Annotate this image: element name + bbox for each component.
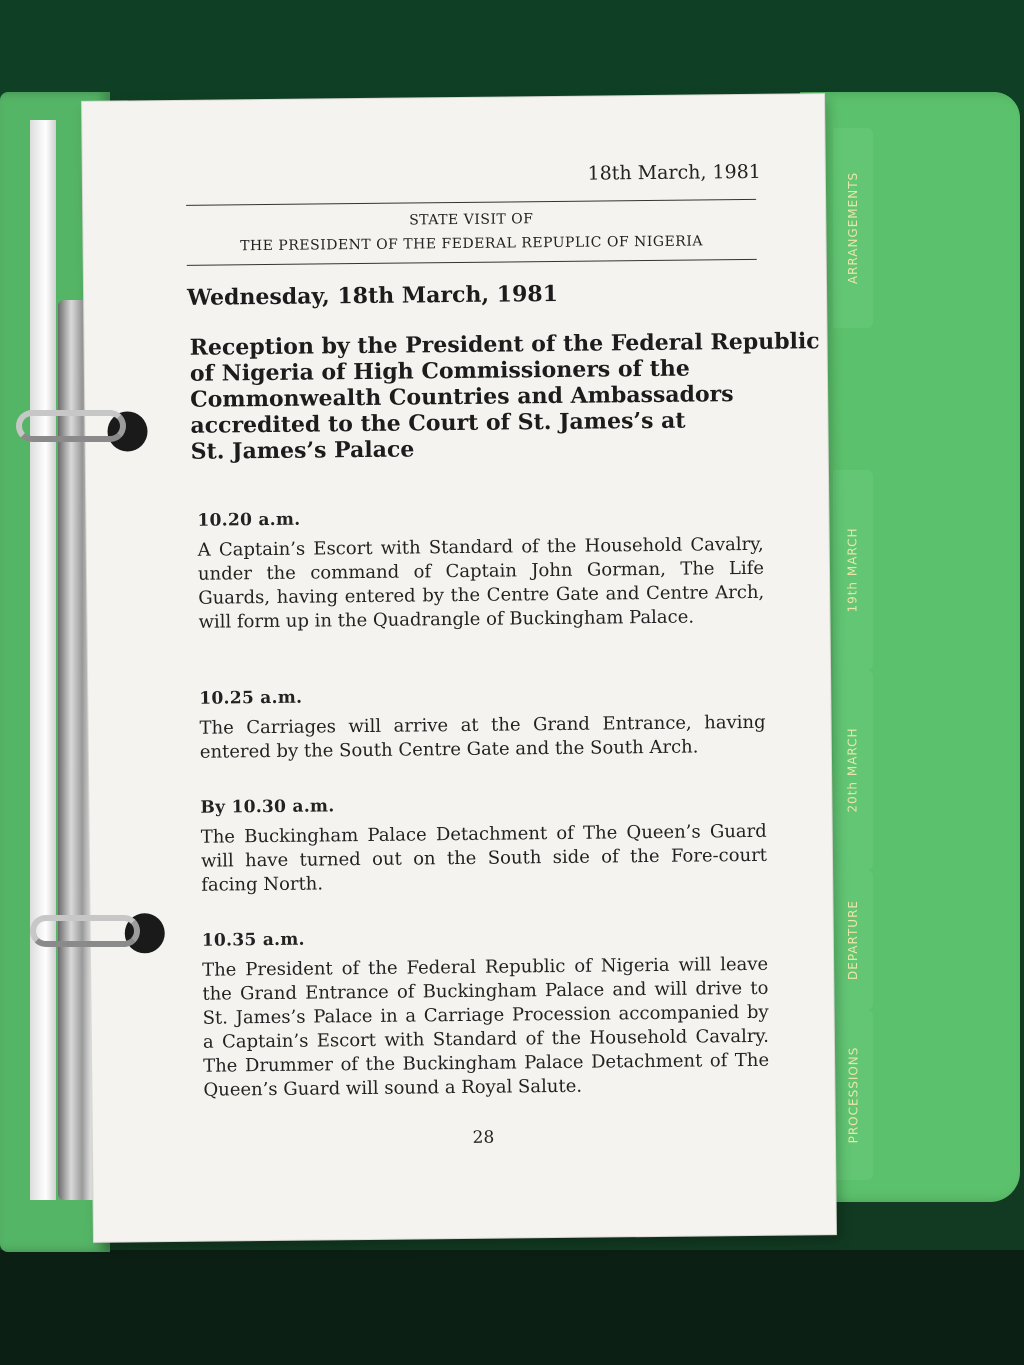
schedule-entry [200, 792, 767, 898]
page-number: 28 [472, 1127, 495, 1148]
background-bottom [0, 1250, 1024, 1365]
header-line-2: THE PRESIDENT OF THE FEDERAL REPUPLIC OF NIGERIA [240, 233, 704, 255]
entry-time: 10.20 a.m. [197, 509, 301, 531]
header-rule-top [186, 199, 756, 206]
event-title-line: St. James’s Palace [190, 436, 415, 465]
document-page [82, 94, 836, 1242]
entry-time: 10.25 a.m. [199, 687, 303, 709]
tab-label: DEPARTURE [846, 900, 860, 980]
event-title-line: Reception by the President of the Federal Republic [189, 328, 820, 361]
tab-label: 20th MARCH [846, 727, 861, 813]
running-date: 18th March, 1981 [587, 160, 761, 185]
entry-text: The Carriages will arrive at the Grand Entrance, having entered by the South Centre Gate and the South Arch. [199, 711, 766, 763]
tab-label: ARRANGEMENTS [846, 171, 861, 285]
tab-arrangements[interactable] [833, 128, 873, 328]
schedule-entry [202, 925, 770, 1103]
event-title-line: Commonwealth Countries and Ambassadors [190, 381, 734, 413]
day-heading: Wednesday, 18th March, 1981 [186, 280, 559, 311]
entry-time: 10.35 a.m. [201, 929, 305, 951]
entry-text: The President of the Federal Republic of Nigeria will leave the Grand Entrance of Buckingham Palace and will drive to St. James’s Palace in a Carriage Procession accompanied by a Captain’s Escort with Standard of the Household Cavalry. The Drummer of the Buckingham Palace Detachment of The Queen’s Guard will sound a Royal Salute. [202, 953, 770, 1101]
tab-20th-march[interactable] [833, 670, 873, 870]
tab-label: 19th MARCH [846, 527, 861, 613]
entry-text: The Buckingham Palace Detachment of The Queen’s Guard will have turned out on the South side of the Fore-court facing North. [200, 820, 768, 896]
header-line-1: STATE VISIT OF [409, 211, 534, 229]
entry-text: A Captain’s Escort with Standard of the Household Cavalry, under the command of Captain John Gorman, The Life Guards, having entered by the Centre Gate and Centre Arch, will form up in the Quadrangle of Buckingham Palace. [197, 533, 765, 633]
binder-ring-top [16, 410, 126, 442]
header-rule-bottom [187, 259, 757, 266]
tab-label: PROCESSIONS [846, 1046, 861, 1144]
tab-processions[interactable] [833, 1010, 873, 1180]
tab-departure[interactable] [833, 870, 873, 1010]
event-title [189, 328, 820, 465]
event-title-line: of Nigeria of High Commissioners of the [189, 355, 690, 387]
entry-time: By 10.30 a.m. [200, 796, 335, 818]
schedule-entry [197, 505, 764, 635]
event-title-line: accredited to the Court of St. James’s at [190, 407, 686, 439]
tab-19th-march[interactable] [833, 470, 873, 670]
schedule-entry [199, 683, 766, 765]
binder-ring-bottom [30, 915, 140, 947]
page-stack-edge [30, 120, 56, 1200]
